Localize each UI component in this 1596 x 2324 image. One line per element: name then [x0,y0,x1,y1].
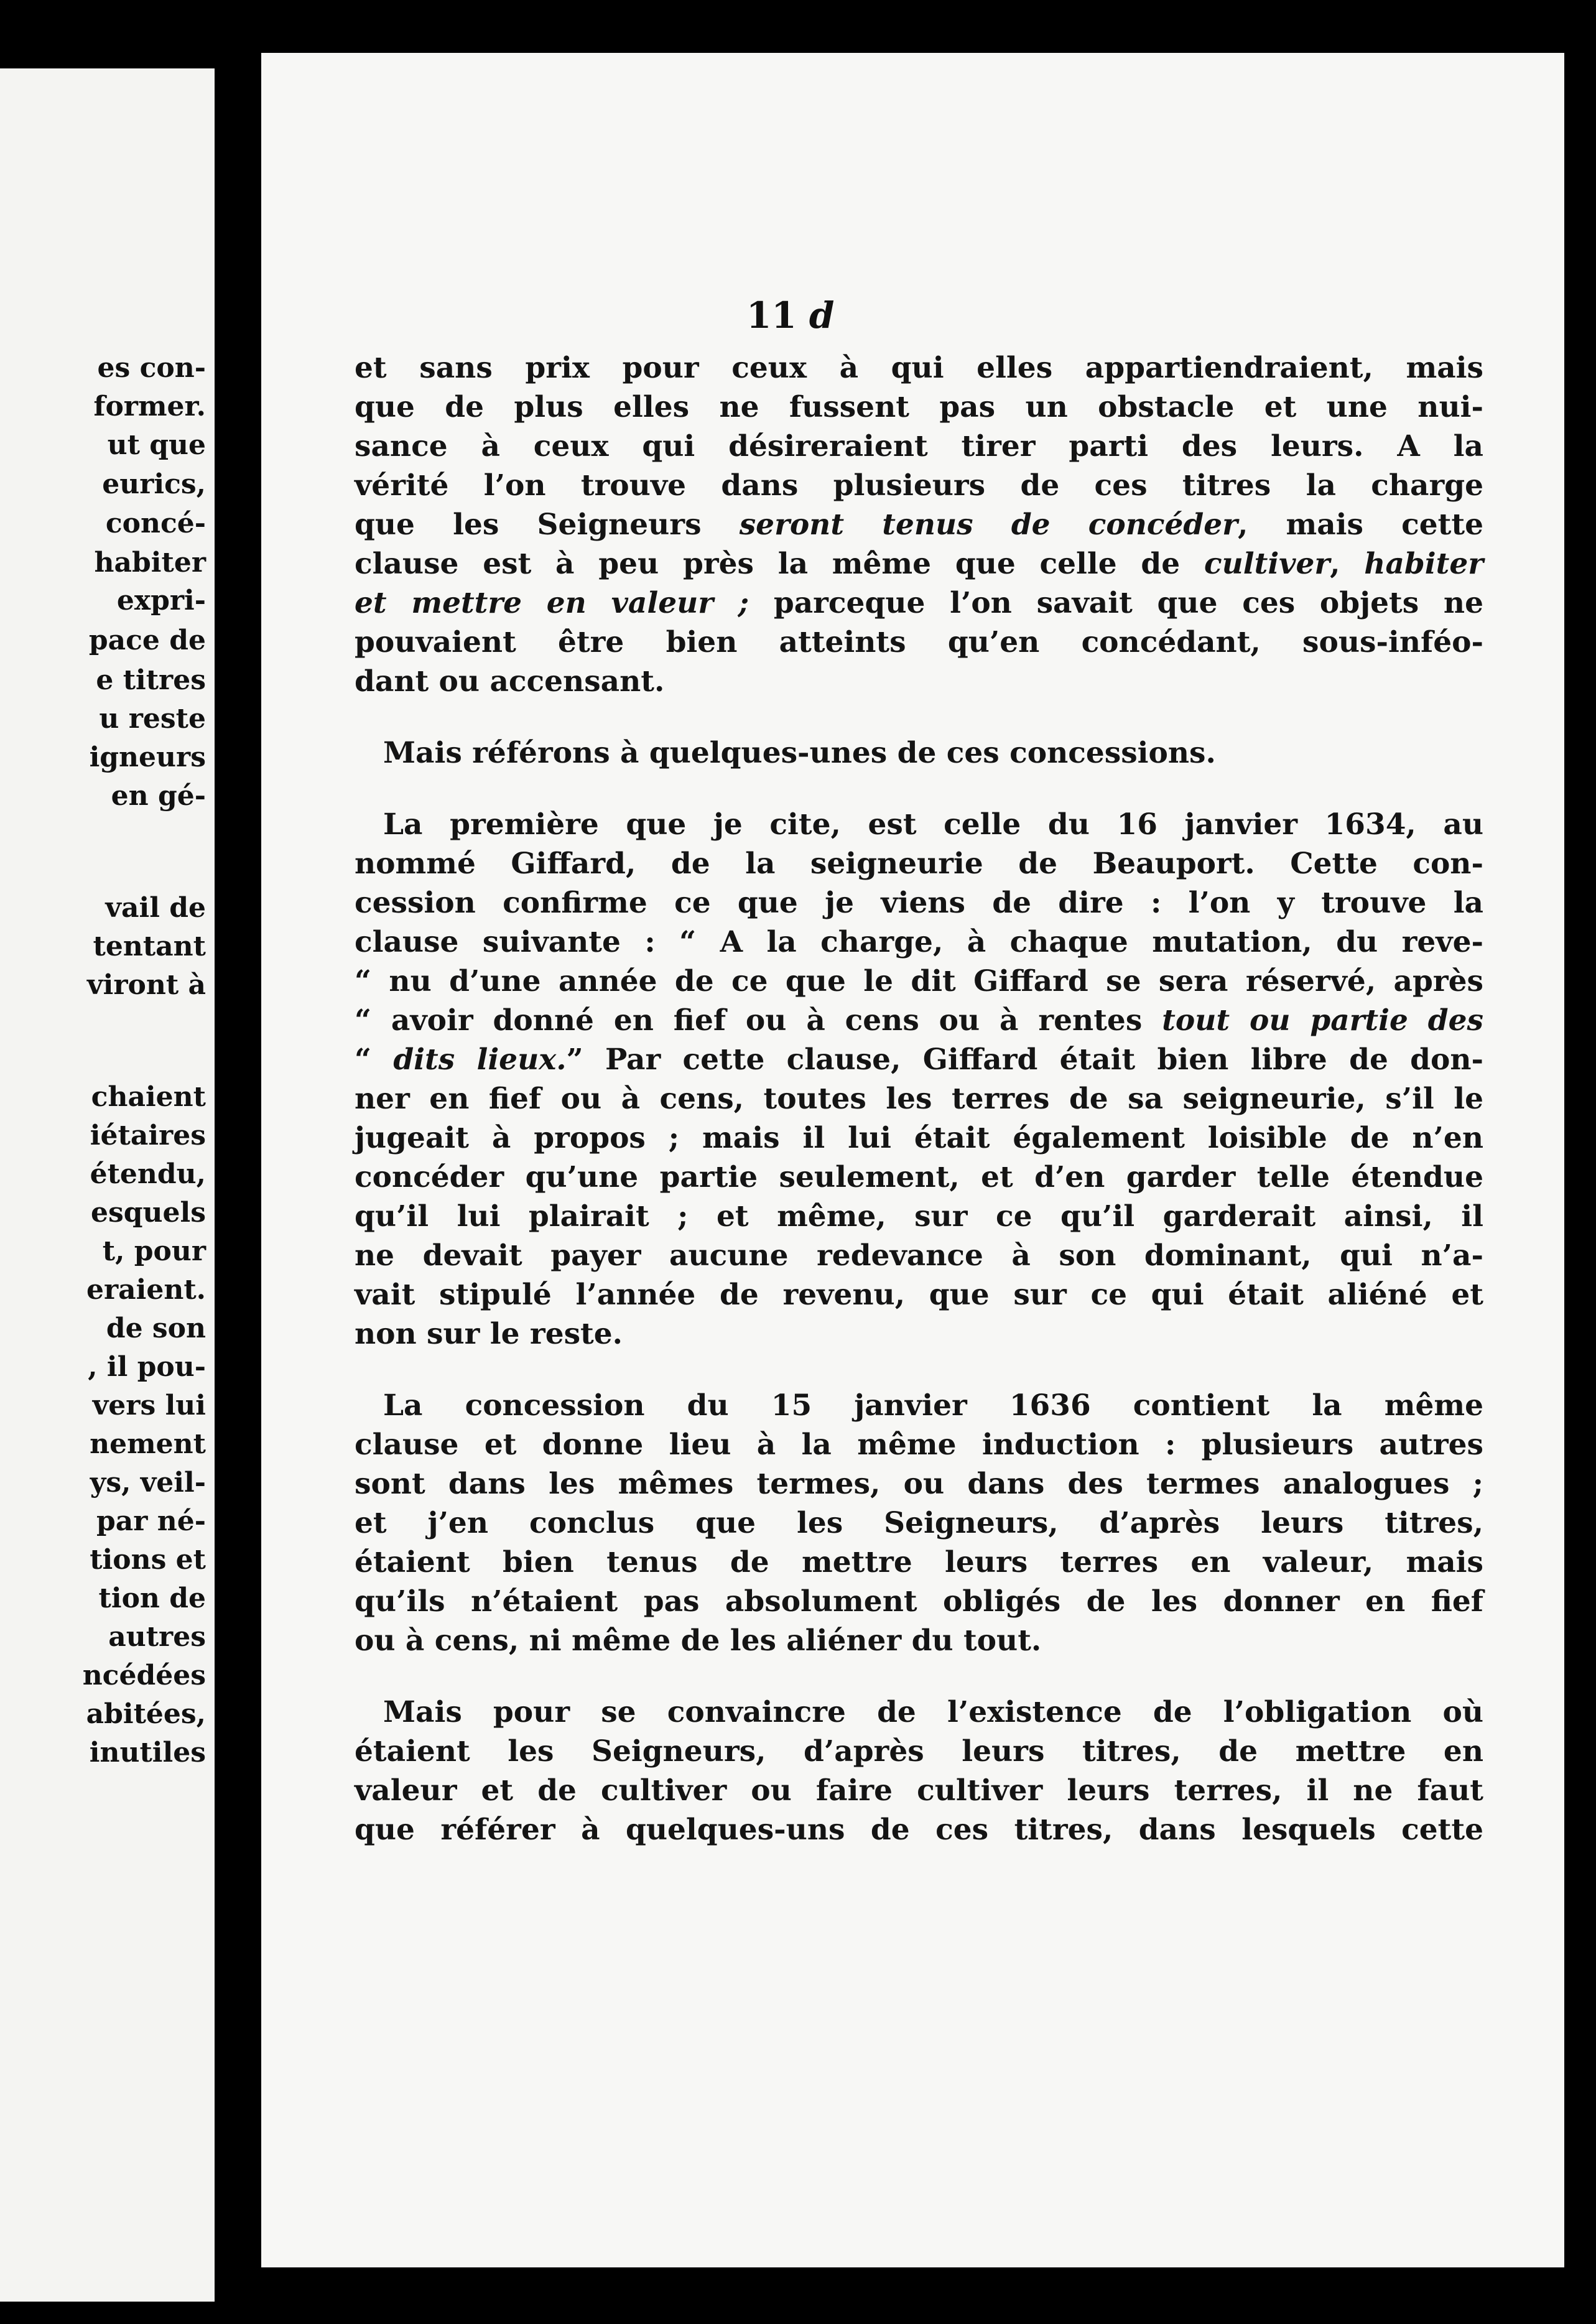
left-page-fragment: t, pour [102,1235,206,1267]
text-run: nommé Giffard, de la seigneurie de Beauport. Cette con- [355,847,1483,881]
text-line [355,388,1483,427]
text-line [355,623,1483,662]
text-run: La concession du 15 janvier 1636 contient la même [383,1388,1483,1423]
text-run: étaient bien tenus de mettre leurs terres en valeur, mais [355,1545,1483,1579]
text-line [355,505,1483,544]
left-page-fragment: ys, veil- [90,1467,206,1499]
text-run: que de plus elles ne fussent pas un obstacle et une nui- [355,390,1483,424]
text-line [355,844,1483,883]
text-run: qu’ils n’étaient pas absolument obligés de les donner en fief [355,1584,1483,1619]
left-page-fragment: par né- [96,1505,206,1537]
document-page [261,53,1564,2267]
text-line [355,883,1483,923]
text-line [355,733,1483,773]
text-line [355,805,1483,844]
left-page-fragment: étendu, [90,1158,206,1190]
paragraph [355,1693,1483,1849]
left-page-fragment: viront à [87,969,206,1001]
italic-run: tout ou partie des [1162,1003,1483,1038]
text-run: cession confirme ce que je viens de dire : l’on y trouve la [355,886,1483,920]
text-run: ne devait payer aucune redevance à son dominant, qui n’a- [355,1239,1483,1273]
page-number-digits: 11 [746,294,797,337]
text-run: que référer à quelques-uns de ces titres, dans lesquels cette [355,1813,1483,1847]
text-run: sont dans les mêmes termes, ou dans des termes analogues ; [355,1467,1483,1501]
text-run: La première que je cite, est celle du 16 janvier 1634, au [383,807,1483,842]
text-line [355,1464,1483,1504]
text-run: concéder qu’une partie seulement, et d’en garder telle étendue [355,1160,1483,1194]
text-run: étaient les Seigneurs, d’après leurs titres, de mettre en [355,1734,1483,1769]
text-line [355,1504,1483,1543]
left-page-fragment: chaient [91,1081,206,1113]
text-run: ner en fief ou à cens, toutes les terres de sa seigneurie, s’il le [355,1082,1483,1116]
text-run: pouvaient être bien atteints qu’en concédant, sous-inféo- [355,625,1483,659]
left-page-fragment: u reste [99,703,206,735]
paragraph-gap [355,701,1483,733]
text-line [355,1543,1483,1582]
text-run: clause est à peu près la même que celle de [355,547,1204,581]
left-page-fragment: pace de [88,625,206,656]
left-page-fragment: expri- [116,585,206,616]
text-run: valeur et de cultiver ou faire cultiver leurs terres, il ne faut [355,1773,1483,1808]
text-run: jugeait à propos ; mais il lui était également loisible de n’en [355,1121,1483,1155]
text-run: dant ou accensant. [355,664,665,699]
left-page-fragment: esquels [90,1197,206,1229]
text-line [355,1693,1483,1732]
text-line [355,544,1483,583]
text-run: , [1330,547,1365,581]
left-page-fragment: eraient. [86,1274,206,1306]
text-run: Mais pour se convaincre de l’existence de l’obligation où [383,1695,1483,1729]
text-line [355,1810,1483,1849]
text-line [355,662,1483,701]
left-page-fragment: habiter [94,547,206,579]
text-line [355,1118,1483,1158]
page-number-letter: d [809,294,835,337]
left-page-fragment: eurics, [102,468,206,500]
text-line [355,1314,1483,1354]
left-page-fragment: , il pou- [88,1351,206,1383]
text-line [355,962,1483,1001]
text-line [355,348,1483,388]
text-line [355,1771,1483,1810]
italic-run: et mettre en valeur ; [355,586,749,620]
paragraph [355,348,1483,701]
text-run: et sans prix pour ceux à qui elles appartiendraient, mais [355,351,1483,385]
italic-run: dits lieux. [393,1043,567,1077]
paragraph [355,1386,1483,1660]
left-page-fragment: ut que [107,429,206,461]
paragraph-gap [355,1660,1483,1693]
text-line [355,1386,1483,1425]
text-run: clause et donne lieu à la même induction : plusieurs autres [355,1428,1483,1462]
text-run: parceque l’on savait que ces objets ne [749,586,1483,620]
left-page-fragment: inutiles [89,1737,206,1769]
left-page-fragment: iétaires [90,1120,206,1151]
italic-run: cultiver [1204,547,1330,581]
left-partial-page [0,68,215,2302]
text-line [355,923,1483,962]
paragraph-gap [355,1354,1483,1386]
left-page-fragment: tentant [93,931,206,962]
text-line [355,466,1483,505]
left-page-fragment: nement [90,1428,206,1460]
paragraph-gap [355,773,1483,805]
left-page-fragment: igneurs [89,741,206,773]
left-page-fragment: concé- [105,508,206,539]
text-run: ” Par cette clause, Giffard était bien libre de don- [566,1043,1483,1077]
text-run: Mais référons à quelques-unes de ces concessions. [383,736,1216,770]
text-line [355,1236,1483,1275]
text-run: sance à ceux qui désireraient tirer parti des leurs. A la [355,429,1483,463]
body-text [355,348,1483,1849]
text-run: vait stipulé l’année de revenu, que sur ce qui était aliéné et [355,1278,1483,1312]
left-page-fragment: tion de [98,1583,206,1614]
text-line [355,427,1483,466]
text-run: vérité l’on trouve dans plusieurs de ces titres la charge [355,468,1483,503]
text-line [355,1001,1483,1040]
text-run: ou à cens, ni même de les aliéner du tout. [355,1624,1042,1658]
text-line [355,1197,1483,1236]
text-line [355,1621,1483,1660]
text-line [355,1425,1483,1464]
left-page-fragment: de son [106,1313,206,1344]
text-line [355,1158,1483,1197]
text-line [355,1079,1483,1118]
text-line [355,1732,1483,1771]
text-run: “ nu d’une année de ce que le dit Giffard se sera réservé, après [355,964,1483,998]
text-run: que les Seigneurs [355,508,740,542]
left-page-fragment: e titres [96,664,206,696]
text-run: et j’en conclus que les Seigneurs, d’après leurs titres, [355,1506,1483,1540]
italic-run: seront tenus de concéder [739,508,1238,542]
left-page-fragment: vail de [105,892,206,924]
left-page-fragment: autres [108,1621,206,1653]
left-page-fragment: es con- [97,352,206,384]
text-run: qu’il lui plairait ; et même, sur ce qu’il garderait ainsi, il [355,1199,1483,1234]
page-number [746,294,834,337]
left-page-fragment: abitées, [86,1698,206,1730]
text-run: clause suivante : “ A la charge, à chaque mutation, du reve- [355,925,1483,959]
text-run: non sur le reste. [355,1317,623,1351]
text-line [355,1040,1483,1079]
left-page-fragment: ncédées [82,1660,206,1691]
text-run: , mais cette [1237,508,1484,542]
left-page-fragment: en gé- [111,780,206,812]
left-page-fragment: vers lui [92,1390,206,1421]
text-line [355,1582,1483,1621]
text-line [355,1275,1483,1314]
italic-run: habiter [1364,547,1484,581]
left-page-fragment: tions et [90,1544,206,1576]
text-line [355,583,1483,623]
paragraph [355,733,1483,773]
paragraph [355,805,1483,1354]
text-run: “ [355,1043,394,1077]
left-page-fragment: former. [93,391,206,422]
text-run: “ avoir donné en fief ou à cens ou à rentes [355,1003,1162,1038]
